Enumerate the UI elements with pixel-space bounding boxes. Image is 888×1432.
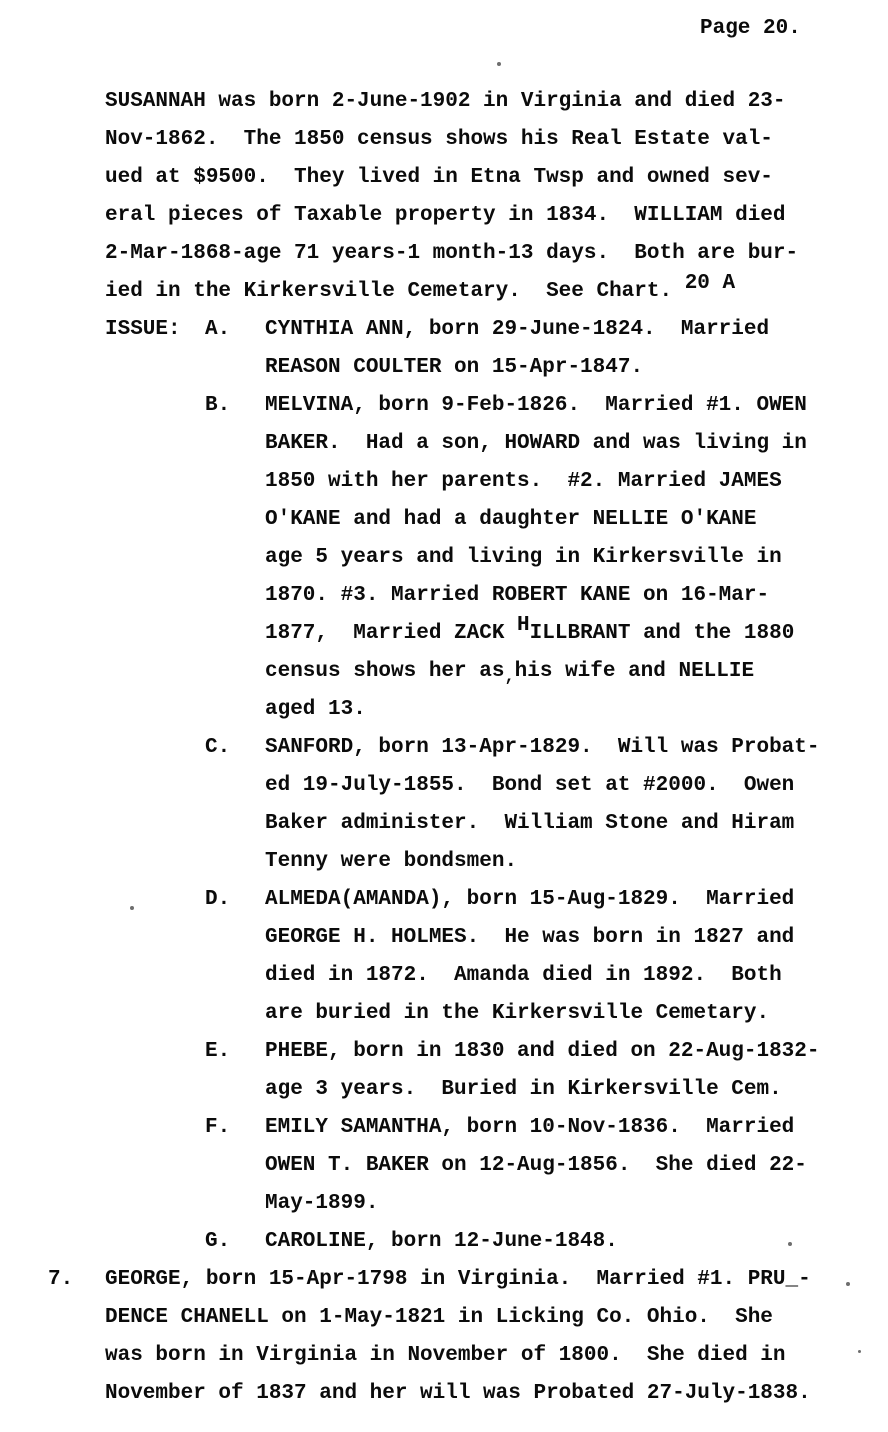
scan-artifact [497,62,501,66]
line-text: 1850 with her parents. #2. Married JAMES [265,470,782,493]
item-number: 7. [48,1268,74,1291]
text-line [48,1033,868,1071]
raised-text: H [517,614,530,637]
text-line [48,767,868,805]
item-letter: E. [205,1040,231,1063]
line-text: age 5 years and living in Kirkersville in [265,546,782,569]
line-text: OWEN T. BAKER on 12-Aug-1856. She died 22- [265,1154,807,1177]
text-line [48,919,868,957]
line-text: his wife and NELLIE [514,660,755,683]
text-line [48,273,868,311]
line-text: are buried in the Kirkersville Cemetary. [265,1002,770,1025]
text-line [48,1185,868,1223]
line-text: MELVINA, born 9-Feb-1826. Married #1. OWEN [265,394,807,417]
lowered-text: , [504,668,515,687]
line-text: GEORGE H. HOLMES. He was born in 1827 and [265,926,795,949]
text-line [48,577,868,615]
line-text: CYNTHIA ANN, born 29-June-1824. Married [265,318,770,341]
text-line [48,805,868,843]
text-line [48,653,868,691]
text-line [48,121,868,159]
raised-text: 20 A [684,272,736,295]
text-line [48,387,868,425]
line-text: SANFORD, born 13-Apr-1829. Will was Probat- [265,736,820,759]
line-text: eral pieces of Taxable property in 1834. WILLIAM died [105,204,786,227]
text-line [48,1223,868,1261]
line-text: Tenny were bondsmen. [265,850,518,873]
line-text: aged 13. [265,698,366,721]
item-letter: A. [205,318,231,341]
text-line [48,235,868,273]
text-line [48,995,868,1033]
text-line [48,539,868,577]
page-number: Page 20. [700,17,801,40]
text-line [48,1261,868,1299]
line-text: EMILY SAMANTHA, born 10-Nov-1836. Married [265,1116,795,1139]
text-line [48,159,868,197]
line-text: REASON COULTER on 15-Apr-1847. [265,356,644,379]
line-text: age 3 years. Buried in Kirkersville Cem. [265,1078,782,1101]
text-line [48,1071,868,1109]
text-line [48,1109,868,1147]
line-text: May-1899. [265,1192,379,1215]
line-text: 2-Mar-1868-age 71 years-1 month-13 days. Both are bur- [105,242,799,265]
line-text: ied in the Kirkersville Cemetary. See Chart. [105,280,685,303]
text-line [48,1147,868,1185]
text-line [48,615,868,653]
line-text: died in 1872. Amanda died in 1892. Both [265,964,782,987]
line-text: GEORGE, born 15-Apr-1798 in Virginia. Married #1. PRU_- [105,1268,811,1291]
text-line [48,691,868,729]
text-line [48,1375,868,1413]
line-text: ILLBRANT and the 1880 [529,622,795,645]
line-text: November of 1837 and her will was Probated 27-July-1838. [105,1382,811,1405]
text-line [48,881,868,919]
text-line [48,425,868,463]
scan-artifact [846,1282,850,1286]
text-line [48,501,868,539]
text-line [48,83,868,121]
text-line [48,1299,868,1337]
line-text: O'KANE and had a daughter NELLIE O'KANE [265,508,757,531]
document-body [48,83,868,1413]
item-letter: F. [205,1116,231,1139]
scan-artifact [788,1242,792,1246]
item-letter: D. [205,888,231,911]
scan-artifact [858,1350,861,1353]
line-text: SUSANNAH was born 2-June-1902 in Virginia and died 23- [105,90,786,113]
line-text: 1870. #3. Married ROBERT KANE on 16-Mar- [265,584,770,607]
line-text: CAROLINE, born 12-June-1848. [265,1230,618,1253]
text-line [48,1337,868,1375]
item-letter: C. [205,736,231,759]
line-text: Baker administer. William Stone and Hiram [265,812,795,835]
scan-artifact [130,906,134,910]
text-line [48,311,868,349]
text-line [48,197,868,235]
line-text: ALMEDA(AMANDA), born 15-Aug-1829. Married [265,888,795,911]
text-line [48,843,868,881]
line-text: 1877, Married ZACK [265,622,518,645]
item-letter: G. [205,1230,231,1253]
text-line [48,463,868,501]
line-text: was born in Virginia in November of 1800. She died in [105,1344,786,1367]
line-text: census shows her as [265,660,505,683]
line-text: DENCE CHANELL on 1-May-1821 in Licking Co. Ohio. She [105,1306,773,1329]
line-text: Nov-1862. The 1850 census shows his Real Estate val- [105,128,773,151]
text-line [48,957,868,995]
item-letter: B. [205,394,231,417]
text-line [48,729,868,767]
line-text: PHEBE, born in 1830 and died on 22-Aug-1832- [265,1040,820,1063]
line-text: ed 19-July-1855. Bond set at #2000. Owen [265,774,795,797]
line-text: ued at $9500. They lived in Etna Twsp and owned sev- [105,166,773,189]
text-line [48,349,868,387]
line-text: BAKER. Had a son, HOWARD and was living in [265,432,807,455]
issue-label: ISSUE: [105,318,181,341]
